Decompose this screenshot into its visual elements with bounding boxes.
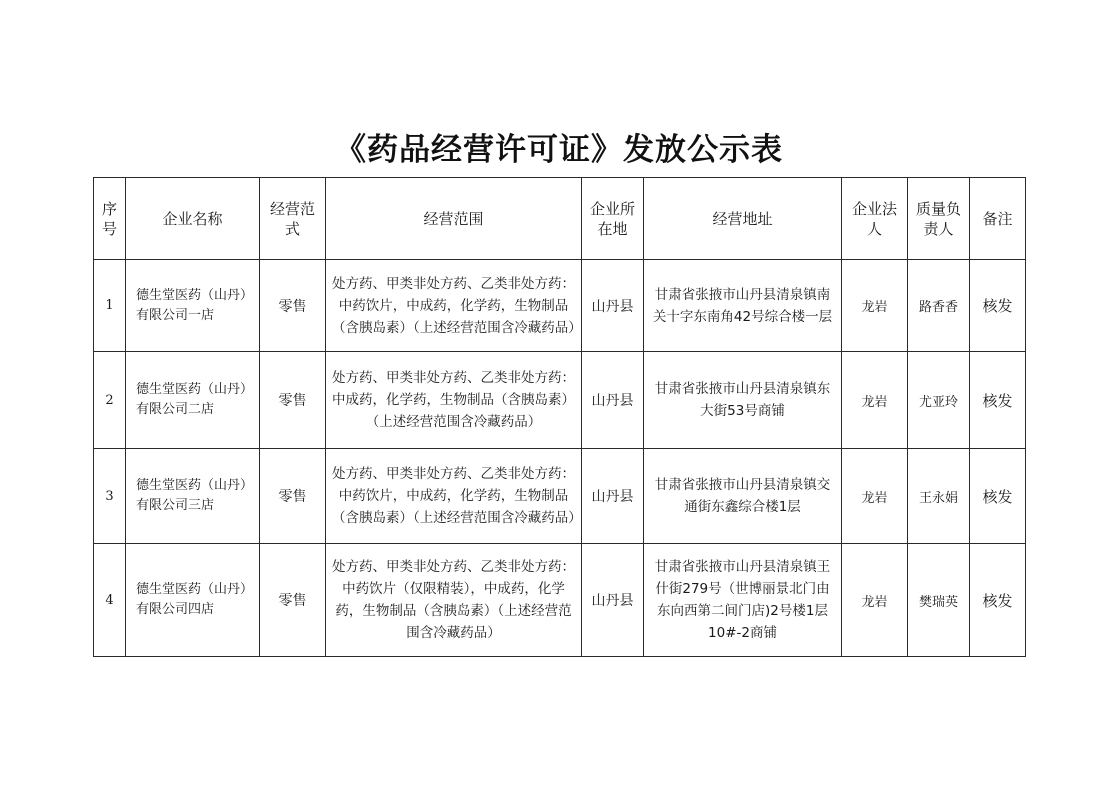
cell-quality-person: 樊瑞英 — [908, 544, 970, 657]
cell-quality-person: 路香香 — [908, 260, 970, 352]
cell-location: 山丹县 — [582, 449, 644, 544]
cell-legal-person: 龙岩 — [842, 260, 908, 352]
cell-remark: 核发 — [970, 260, 1026, 352]
cell-remark: 核发 — [970, 544, 1026, 657]
table-header-row — [94, 178, 1026, 260]
cell-legal-person: 龙岩 — [842, 352, 908, 449]
cell-name: 德生堂医药（山丹）有限公司二店 — [126, 352, 260, 449]
cell-location: 山丹县 — [582, 544, 644, 657]
table-row — [94, 449, 1026, 544]
cell-legal-person: 龙岩 — [842, 449, 908, 544]
cell-no: 2 — [94, 352, 126, 449]
cell-no: 1 — [94, 260, 126, 352]
header-remark: 备注 — [970, 178, 1026, 260]
cell-location: 山丹县 — [582, 352, 644, 449]
cell-quality-person: 尤亚玲 — [908, 352, 970, 449]
cell-mode: 零售 — [260, 449, 326, 544]
cell-address: 甘肃省张掖市山丹县清泉镇东大街53号商铺 — [644, 352, 842, 449]
cell-location: 山丹县 — [582, 260, 644, 352]
table-row — [94, 544, 1026, 657]
cell-scope: 处方药、甲类非处方药、乙类非处方药：中药饮片（仅限精装），中成药，化学药，生物制品（含胰岛素）（上述经营范围含冷藏药品） — [326, 544, 582, 657]
cell-scope: 处方药、甲类非处方药、乙类非处方药：中药饮片，中成药，化学药，生物制品（含胰岛素）（上述经营范围含冷藏药品） — [326, 449, 582, 544]
header-address: 经营地址 — [644, 178, 842, 260]
cell-address: 甘肃省张掖市山丹县清泉镇南关十字东南角42号综合楼一层 — [644, 260, 842, 352]
cell-scope: 处方药、甲类非处方药、乙类非处方药：中成药，化学药，生物制品（含胰岛素）（上述经营范围含冷藏药品） — [326, 352, 582, 449]
cell-quality-person: 王永娟 — [908, 449, 970, 544]
cell-no: 4 — [94, 544, 126, 657]
table-row — [94, 352, 1026, 449]
cell-address: 甘肃省张掖市山丹县清泉镇交通街东鑫综合楼1层 — [644, 449, 842, 544]
header-quality-person: 质量负责人 — [908, 178, 970, 260]
cell-mode: 零售 — [260, 352, 326, 449]
cell-remark: 核发 — [970, 449, 1026, 544]
header-no: 序号 — [94, 178, 126, 260]
header-name: 企业名称 — [126, 178, 260, 260]
header-scope: 经营范围 — [326, 178, 582, 260]
permit-table — [93, 177, 1026, 657]
cell-no: 3 — [94, 449, 126, 544]
header-legal-person: 企业法人 — [842, 178, 908, 260]
header-mode: 经营范式 — [260, 178, 326, 260]
cell-remark: 核发 — [970, 352, 1026, 449]
cell-mode: 零售 — [260, 260, 326, 352]
cell-legal-person: 龙岩 — [842, 544, 908, 657]
cell-mode: 零售 — [260, 544, 326, 657]
cell-scope: 处方药、甲类非处方药、乙类非处方药：中药饮片，中成药，化学药，生物制品（含胰岛素）（上述经营范围含冷藏药品） — [326, 260, 582, 352]
cell-address: 甘肃省张掖市山丹县清泉镇王什街279号（世博丽景北门由东向西第二间门店)2号楼1层10#-2商铺 — [644, 544, 842, 657]
table-row — [94, 260, 1026, 352]
cell-name: 德生堂医药（山丹）有限公司四店 — [126, 544, 260, 657]
page-title: 《药品经营许可证》发放公示表 — [335, 132, 783, 168]
cell-name: 德生堂医药（山丹）有限公司一店 — [126, 260, 260, 352]
header-location: 企业所在地 — [582, 178, 644, 260]
cell-name: 德生堂医药（山丹）有限公司三店 — [126, 449, 260, 544]
